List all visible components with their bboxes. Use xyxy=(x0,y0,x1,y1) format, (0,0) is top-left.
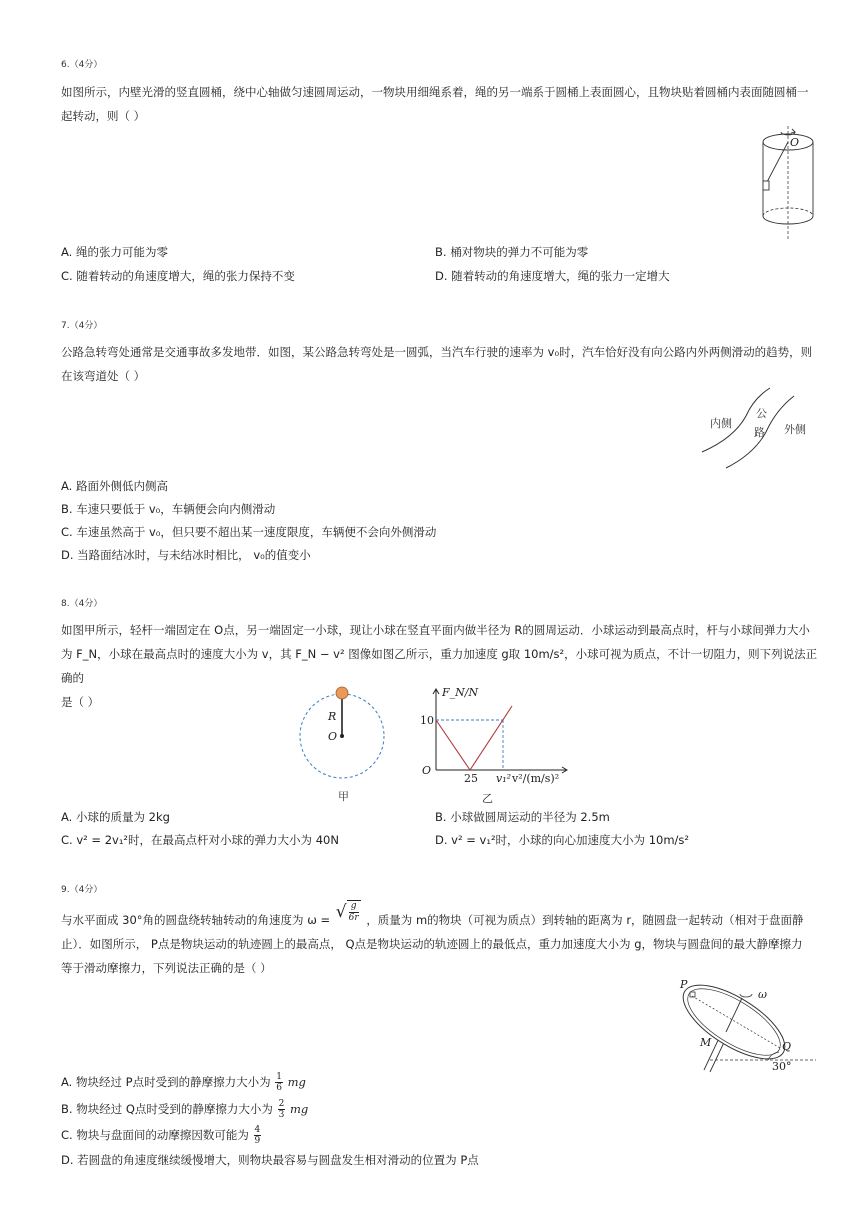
question-7-option-b[interactable]: B. 车速只要低于 v₀，车辆便会向内侧滑动 xyxy=(61,502,276,516)
question-6-stem-line: 起转动，则（ ） xyxy=(61,109,146,123)
question-9-option-c-text: C. 物块与盘面间的动摩擦因数可能为 xyxy=(61,1128,249,1142)
figure-caption-yi: 乙 xyxy=(482,792,493,805)
figure-label-R: R xyxy=(328,710,337,723)
question-9-stem-line-1 xyxy=(61,902,821,930)
figure-label-outer-side: 外侧 xyxy=(784,423,806,436)
question-8-stem-line: 为 F_N，小球在最高点时的速度大小为 v，其 F_N − v² 图像如图乙所示，重力加速度 g取 10m/s²，小球可视为质点，不计一切阻力，则下列说法正确的 xyxy=(61,647,818,685)
question-9-omega-denominator: 6r xyxy=(348,913,359,923)
fraction-denominator: 9 xyxy=(254,1136,261,1146)
question-9-number: 9.（4分） xyxy=(61,885,103,895)
figure-label-fn-axis: F_N/N xyxy=(442,686,479,699)
question-6-stem-line: 如图所示，内壁光滑的竖直圆桶，绕中心轴做匀速圆周运动，一物块用细绳系着，绳的另一端系于圆桶上表面圆心，且物块贴着圆桶内表面随圆桶一 xyxy=(61,85,809,99)
question-9-omega-formula: √ $\frac{g}{6r}$ xyxy=(335,901,359,923)
question-9-disc-figure xyxy=(670,976,820,1074)
question-9-option-c[interactable] xyxy=(61,1125,262,1146)
question-8-figure-jia xyxy=(296,682,388,804)
figure-label-10: 10 xyxy=(420,714,434,727)
question-9-option-b-unit: mg xyxy=(289,1102,309,1116)
fraction-numerator: 4 xyxy=(254,1125,261,1135)
question-7-stem xyxy=(61,340,821,388)
question-9-option-d[interactable]: D. 若圆盘的角速度继续缓慢增大，则物块最容易与圆盘发生相对滑动的位置为 P点 xyxy=(61,1153,479,1167)
question-7-option-a[interactable]: A. 路面外侧低内侧高 xyxy=(61,479,168,493)
question-7-option-c[interactable]: C. 车速虽然高于 v₀，但只要不超出某一速度限度，车辆便不会向外侧滑动 xyxy=(61,525,437,539)
question-7-road-figure xyxy=(698,386,818,470)
question-9-stem xyxy=(61,932,821,980)
question-9-option-a-unit: mg xyxy=(287,1075,306,1089)
question-9-option-b[interactable] xyxy=(61,1099,308,1120)
question-9-option-a[interactable] xyxy=(61,1072,306,1093)
question-6-cylinder-figure xyxy=(752,124,822,244)
question-8-number: 8.（4分） xyxy=(61,599,103,609)
question-6-number: 6.（4分） xyxy=(61,60,103,70)
figure-label-25: 25 xyxy=(464,772,478,785)
question-6-option-b[interactable]: B. 桶对物块的弹力不可能为零 xyxy=(435,245,589,259)
figure-label-road-2: 路 xyxy=(754,426,765,439)
fraction-numerator: 2 xyxy=(278,1099,285,1109)
question-9-option-a-text: A. 物块经过 P点时受到的静摩擦力大小为 xyxy=(61,1075,271,1089)
fraction-denominator: 6 xyxy=(276,1083,282,1093)
question-6-option-a[interactable]: A. 绳的张力可能为零 xyxy=(61,245,168,259)
figure-label-v1-squared: v₁² xyxy=(496,772,512,785)
question-9-option-b-fraction xyxy=(278,1099,286,1120)
figure-label-30-degrees: 30° xyxy=(772,1060,792,1073)
question-8-stem-line: 如图甲所示，轻杆一端固定在 O点，另一端固定一小球，现让小球在竖直平面内做半径为 R的圆周运动．小球运动到最高点时，杆与小球间弹力大小 xyxy=(61,623,810,637)
figure-label-Q: Q xyxy=(782,1040,792,1053)
figure-label-road-1: 公 xyxy=(756,407,767,420)
fraction-denominator: 3 xyxy=(278,1110,285,1120)
question-6-stem xyxy=(61,80,821,128)
figure-label-P: P xyxy=(680,978,688,991)
question-7-option-d[interactable]: D. 当路面结冰时，与未结冰时相比， v₀的值变小 xyxy=(61,548,311,562)
question-9-option-a-fraction xyxy=(275,1072,283,1093)
question-8-option-b[interactable]: B. 小球做圆周运动的半径为 2.5m xyxy=(435,810,610,824)
question-8-figure-yi xyxy=(418,682,578,804)
question-8-option-c[interactable]: C. v² = 2v₁²时，在最高点杆对小球的弹力大小为 40N xyxy=(61,833,339,847)
question-7-stem-line: 在该弯道处（ ） xyxy=(61,369,146,383)
question-6-option-d[interactable]: D. 随着转动的角速度增大，绳的张力一定增大 xyxy=(435,269,670,283)
question-8-stem-line: 是（ ） xyxy=(61,695,100,709)
question-9-option-c-fraction xyxy=(254,1125,262,1146)
question-9-stem-line: 等于滑动摩擦力，下列说法正确的是（ ） xyxy=(61,961,272,975)
question-8-option-a[interactable]: A. 小球的质量为 2kg xyxy=(61,810,170,824)
figure-label-inner-side: 内侧 xyxy=(710,417,732,430)
figure-label-v-squared-axis: v²/(m/s)² xyxy=(512,772,560,785)
question-6-option-c[interactable]: C. 随着转动的角速度增大，绳的张力保持不变 xyxy=(61,269,295,283)
figure-label-O: O xyxy=(790,136,800,149)
question-9-option-b-text: B. 物块经过 Q点时受到的静摩擦力大小为 xyxy=(61,1102,273,1116)
figure-label-M: M xyxy=(700,1036,712,1049)
question-9-stem-post: ，质量为 m的物块（可视为质点）到转轴的距离为 r，随圆盘一起转动（相对于盘面静 xyxy=(366,912,804,927)
question-9-stem-line: 止）．如图所示， P点是物块运动的轨迹圆上的最高点， Q点是物块运动的轨迹圆上的最低点，重力加速度大小为 g，物块与圆盘间的最大静摩擦力 xyxy=(61,937,803,951)
question-7-stem-line: 公路急转弯处通常是交通事故多发地带．如图，某公路急转弯处是一圆弧，当汽车行驶的速率为 v₀时，汽车恰好没有向公路内外两侧滑动的趋势，则 xyxy=(61,345,813,359)
question-9-stem-pre: 与水平面成 30°角的圆盘绕转轴转动的角速度为 ω = xyxy=(61,912,331,927)
question-9-omega-numerator: g xyxy=(349,901,359,913)
figure-caption-jia: 甲 xyxy=(338,790,349,803)
question-7-number: 7.（4分） xyxy=(61,321,103,331)
figure-label-O: O xyxy=(328,730,338,743)
figure-label-omega: ω xyxy=(758,988,767,1001)
question-8-option-d[interactable]: D. v² = v₁²时，小球的向心加速度大小为 10m/s² xyxy=(435,833,690,847)
figure-label-origin: O xyxy=(422,764,432,777)
fraction-numerator: 1 xyxy=(276,1072,282,1082)
